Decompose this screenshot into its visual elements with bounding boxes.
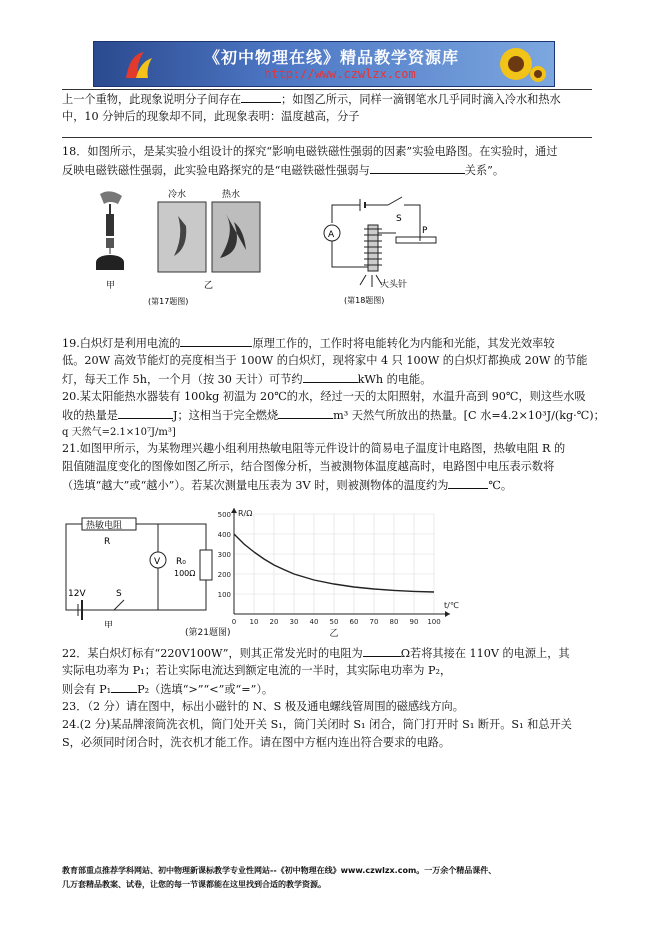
q24-line1: 24.(2 分)某品牌滚筒洗衣机，筒门处开关 S₁，筒门关闭时 S₁ 闭合，筒门打开时 S₁ 断开。S₁ 和总开关 [62, 718, 572, 731]
x-tick-label: 30 [289, 618, 299, 626]
banner-url[interactable]: http://www.czwlzx.com [264, 67, 416, 81]
x-tick-label: 60 [349, 618, 359, 626]
y-tick-label: 400 [217, 531, 231, 539]
x-axis-label: t/℃ [444, 601, 459, 610]
y-tick-label: 500 [217, 511, 231, 519]
q20-line3: q 天然气=2.1×10⁷J/m³] [62, 427, 176, 438]
svg-text:V: V [154, 557, 161, 567]
y-tick-label: 100 [217, 591, 231, 599]
svg-text:(第17题图): (第17题图) [148, 297, 189, 306]
figure-18 [320, 193, 440, 305]
x-tick-label: 40 [309, 618, 319, 626]
answer-blank[interactable] [448, 476, 488, 489]
rt-chart [214, 506, 476, 638]
site-logo-icon [122, 48, 156, 82]
resistor-r0-icon [200, 550, 212, 580]
q19-line1: 19.白炽灯是利用电流的 原理工作的，工作时将电能转化为内能和光能，其发光效率较 [62, 334, 592, 353]
svg-text:热敏电阻: 热敏电阻 [86, 521, 123, 531]
figure-21-circuit [64, 516, 224, 628]
x-tick-label: 70 [369, 618, 379, 626]
y-axis-arrow [231, 508, 237, 513]
x-tick-label: 100 [427, 618, 441, 626]
svg-text:R: R [104, 537, 111, 547]
svg-text:R₀: R₀ [176, 557, 186, 567]
y-tick-label: 200 [217, 571, 231, 579]
svg-text:A: A [328, 230, 335, 240]
answer-blank[interactable] [363, 644, 401, 657]
q22-line1: 22．某白炽灯标有“220V100W”，则其正常发光时的电阻为 Ω若将其接在 110V 的电源上，其 [62, 644, 592, 663]
answer-blank[interactable] [180, 334, 252, 347]
q19-line2: 低。20W 高效节能灯的亮度相当于 100W 的白炽灯，现将家中 4 只 100W 的白炽灯都换成 20W 的节能 [62, 354, 588, 367]
q21-line2: 阻值随温度变化的图像如图乙所示，结合图像分析，当被测物体温度越高时，电路图中电压表示数将 [62, 460, 555, 473]
q24-line2: S，必须同时闭合时，洗衣机才能工作。请在图中方框内连出符合要求的电路。 [62, 736, 451, 749]
answer-blank[interactable] [303, 370, 358, 383]
svg-text:S: S [396, 214, 402, 224]
hand-icon [100, 191, 122, 204]
q19-line3: 灯，每天工作 5h，一个月（按 30 天计）可节约 kWh 的电能。 [62, 370, 592, 389]
q20-line2: 收的热量是 J；这相当于完全燃烧 m³ 天然气所放出的热量。[C 水=4.2×10³J/(kg·℃)； [62, 406, 592, 425]
answer-blank[interactable] [278, 406, 333, 419]
sunflower-icon [486, 44, 546, 84]
answer-blank[interactable] [111, 680, 137, 693]
footer-line1: 教育部重点推荐学科网站、初中物理新课标教学专业性网站--《初中物理在线》www.czwlzx.com。一万余个精品课件、 [62, 866, 497, 875]
x-tick-label: 90 [409, 618, 419, 626]
banner-title: 《初中物理在线》精品教学资源库 [204, 48, 460, 67]
svg-text:(第18题图): (第18题图) [344, 296, 385, 305]
y-axis-label: R/Ω [238, 509, 253, 518]
q20-line1: 20.某太阳能热水器装有 100kg 初温为 20℃的水，经过一天的太阳照射，水温升高到 90℃，则这些水吸 [62, 390, 586, 403]
q18-line2: 反映电磁铁磁性强弱，此实验电路探究的是“电磁铁磁性强弱与 关系”。 [62, 161, 592, 180]
figure-17 [88, 186, 278, 306]
x-tick-label: 80 [389, 618, 399, 626]
x-tick-label: 20 [269, 618, 279, 626]
q18-line1: 18．如图所示，是某实验小组设计的探究“影响电磁铁磁性强弱的因素”实验电路图。在实验时，通过 [62, 145, 558, 158]
rheostat-icon [396, 237, 436, 243]
svg-text:100Ω: 100Ω [174, 569, 196, 578]
q23-line: 23．（2 分）请在图中，标出小磁针的 N、S 极及通电螺线管周围的磁感线方向。 [62, 700, 464, 713]
q17-line1: 上一个重物，此现象说明分子间存在 ；如图乙所示，同样一滴钢笔水几乎同时滴入冷水和热水 [62, 90, 592, 109]
y-tick-label: 300 [217, 551, 231, 559]
x-tick-label: 10 [249, 618, 259, 626]
header-banner [93, 41, 555, 87]
x-axis-arrow [445, 611, 450, 617]
figure-21-caption: (第21题图) [185, 628, 231, 638]
svg-text:P: P [422, 226, 428, 236]
svg-text:S: S [116, 589, 122, 599]
chart-panel-label: 乙 [329, 629, 339, 638]
svg-text:甲: 甲 [104, 621, 114, 628]
svg-text:大头针: 大头针 [380, 280, 408, 290]
x-tick-label: 50 [329, 618, 339, 626]
svg-text:乙: 乙 [204, 281, 214, 291]
figure-21-chart [214, 506, 476, 638]
footer-line2: 几万套精品教案、试卷，让您的每一节课都能在这里找到合适的教学资源。 [62, 880, 326, 889]
q22-line2: 实际电功率为 P₁；若让实际电流达到额定电流的一半时，其实际电功率为 P₂， [62, 664, 452, 677]
svg-text:甲: 甲 [106, 281, 116, 291]
x-tick-label: 0 [231, 618, 237, 626]
q22-line3: 则会有 P₁ P₂（选填“>”“<”或“=”）。 [62, 680, 592, 699]
svg-text:热水: 热水 [222, 190, 241, 200]
q17-line2: 中，10 分钟后的现象却不同，此现象表明：温度越高，分子 [62, 110, 360, 123]
answer-rule [62, 137, 592, 138]
q21-line1: 21.如图甲所示，为某物理兴趣小组利用热敏电阻等元件设计的简易电子温度计电路图，热敏电阻 R 的 [62, 442, 566, 455]
svg-text:冷水: 冷水 [168, 190, 187, 200]
svg-text:12V: 12V [68, 589, 86, 599]
answer-blank[interactable] [241, 90, 281, 103]
q21-line3: （选填“越大”或“越小”）。若某次测量电压表为 3V 时，则被测物体的温度约为 ℃。 [62, 476, 592, 495]
answer-blank[interactable] [118, 406, 173, 419]
answer-blank[interactable] [370, 161, 465, 174]
electromagnet-icon [368, 225, 378, 271]
